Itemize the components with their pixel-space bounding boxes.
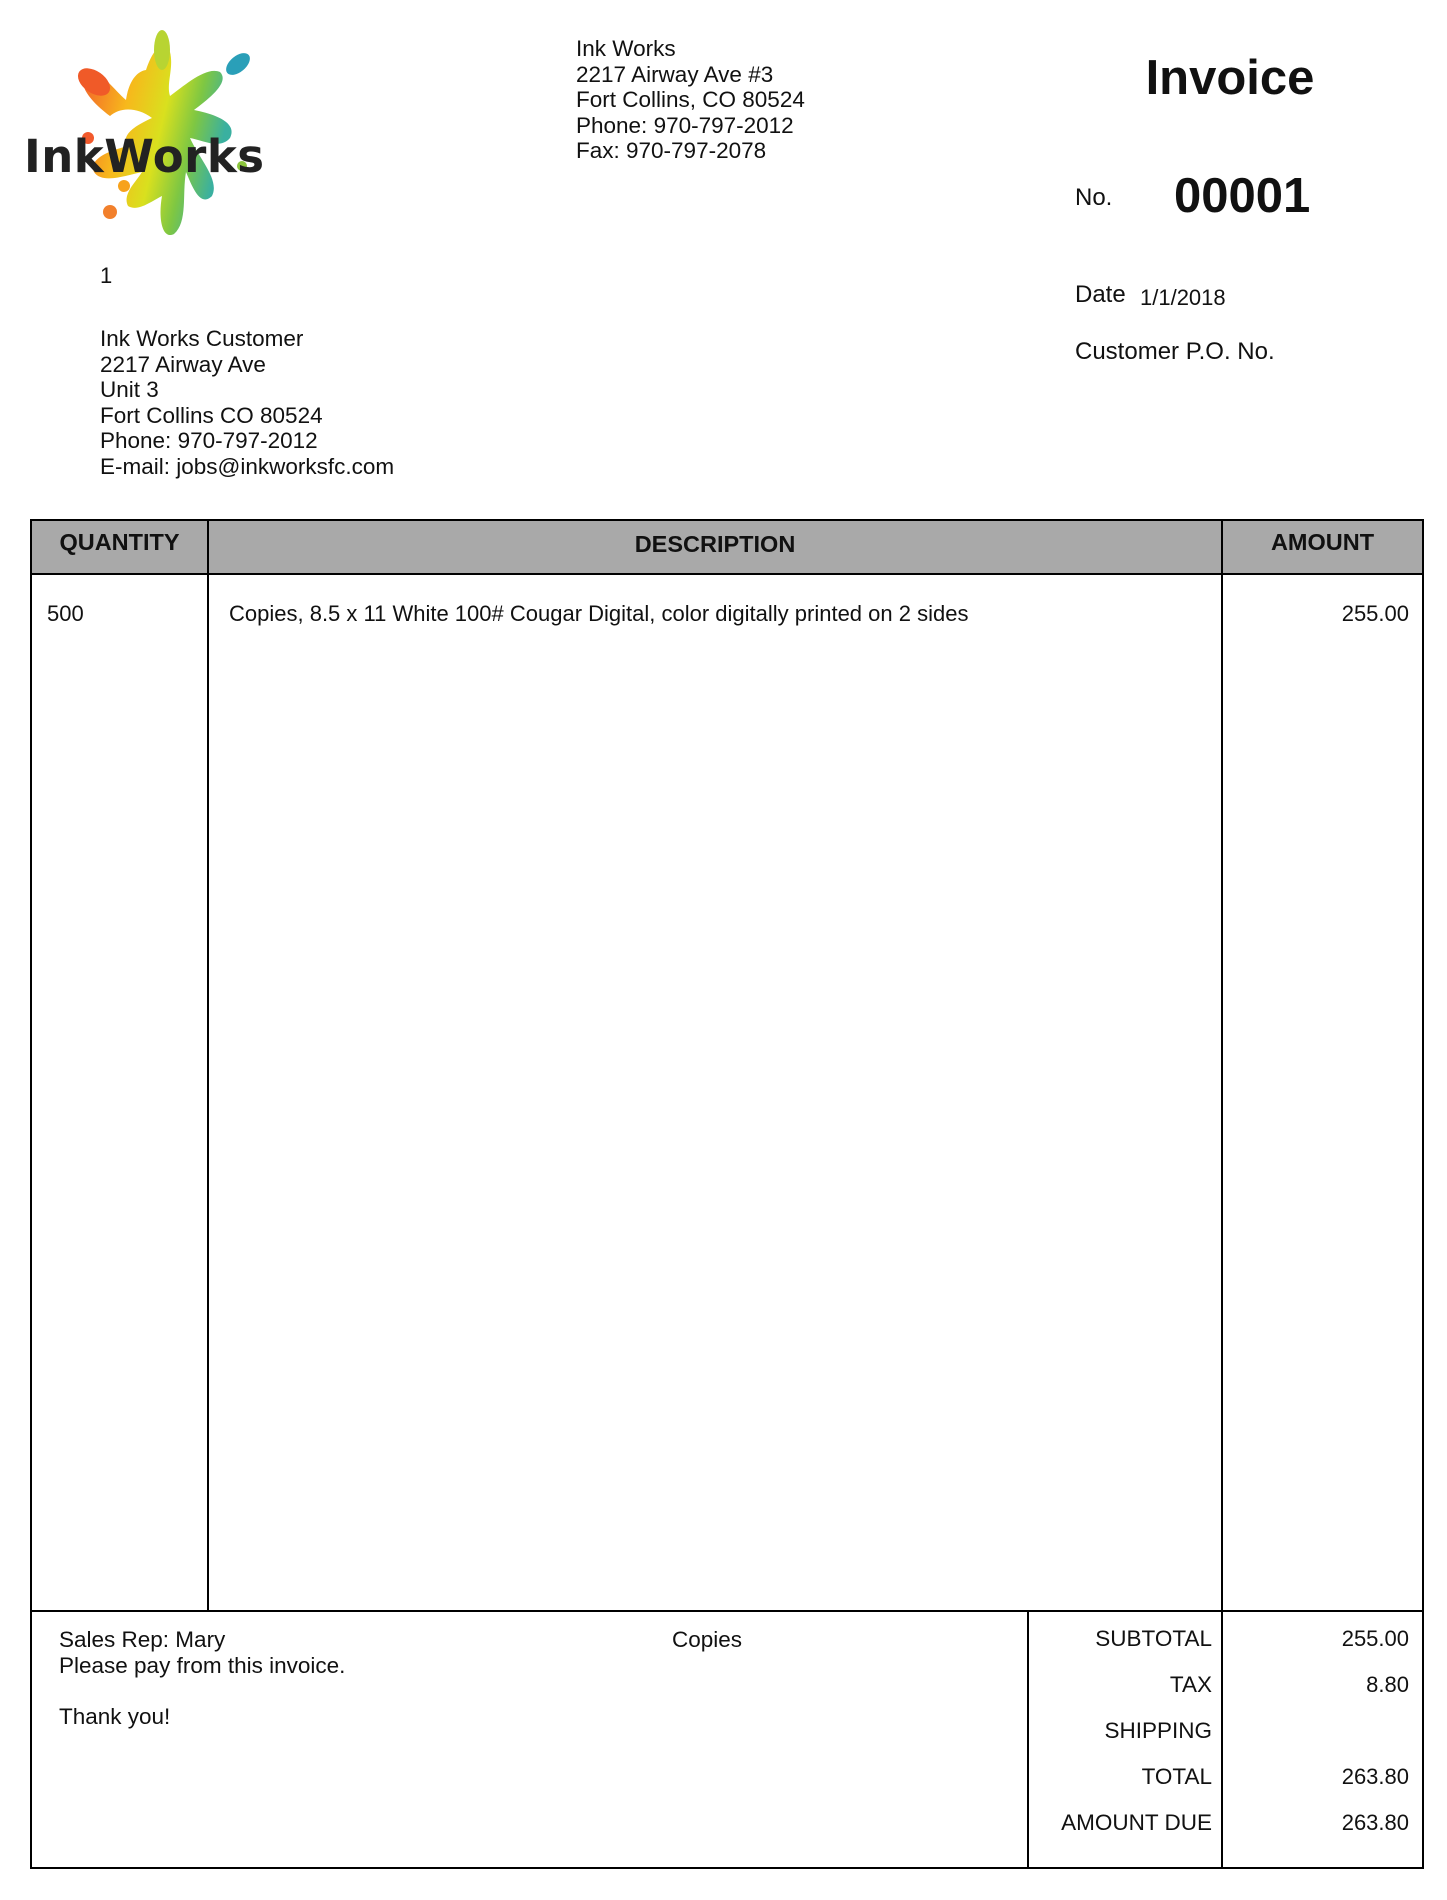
company-city: Fort Collins, CO 80524 xyxy=(576,87,805,112)
logo-wordmark: InkWorks xyxy=(24,130,265,183)
column-header-quantity: QUANTITY xyxy=(59,529,180,555)
invoice-number: 00001 xyxy=(1174,169,1311,223)
row-amount: 255.00 xyxy=(1341,601,1409,626)
customer-email: E-mail: jobs@inkworksfc.com xyxy=(100,453,395,479)
customer-name: Ink Works Customer xyxy=(100,326,304,351)
company-name: Ink Works xyxy=(576,36,676,61)
footer-divider xyxy=(1027,1610,1029,1869)
amount-due-label: AMOUNT DUE xyxy=(1061,1810,1212,1835)
sales-rep: Sales Rep: Mary xyxy=(59,1627,226,1652)
column-divider xyxy=(207,519,209,1612)
column-header-amount: AMOUNT xyxy=(1270,529,1375,555)
customer-account-number: 1 xyxy=(100,263,113,288)
shipping-label: SHIPPING xyxy=(1104,1718,1212,1743)
tax-label: TAX xyxy=(1169,1672,1212,1697)
column-header-description: DESCRIPTION xyxy=(634,531,796,557)
row-description: Copies, 8.5 x 11 White 100# Cougar Digital, color digitally printed on 2 sides xyxy=(229,601,969,626)
date-label: Date xyxy=(1075,281,1126,308)
company-address: 2217 Airway Ave #3 xyxy=(576,61,774,87)
row-quantity: 500 xyxy=(47,601,84,626)
company-fax: Fax: 970-797-2078 xyxy=(576,138,767,163)
payment-note: Please pay from this invoice. xyxy=(59,1652,346,1678)
company-logo xyxy=(24,26,286,248)
customer-phone: Phone: 970-797-2012 xyxy=(100,428,318,453)
table-footer-divider xyxy=(30,1610,1424,1612)
customer-address1: 2217 Airway Ave xyxy=(100,351,266,377)
column-divider xyxy=(1221,519,1223,1869)
company-phone: Phone: 970-797-2012 xyxy=(576,112,794,138)
customer-address2: Unit 3 xyxy=(100,377,159,402)
invoice-number-label: No. xyxy=(1075,184,1113,211)
bill-to-block xyxy=(100,326,394,479)
invoice-notes xyxy=(59,1627,345,1729)
invoice-title: Invoice xyxy=(1145,51,1315,105)
customer-po-label: Customer P.O. No. xyxy=(1075,338,1275,365)
thank-you-note: Thank you! xyxy=(59,1703,171,1729)
total-label: TOTAL xyxy=(1141,1764,1212,1789)
amount-due-value: 263.80 xyxy=(1341,1810,1409,1835)
subtotal-label: SUBTOTAL xyxy=(1095,1626,1212,1651)
invoice-date: 1/1/2018 xyxy=(1140,285,1226,310)
customer-city: Fort Collins CO 80524 xyxy=(100,402,323,428)
subtotal-value: 255.00 xyxy=(1341,1626,1409,1651)
total-value: 263.80 xyxy=(1341,1764,1409,1789)
tax-value: 8.80 xyxy=(1366,1672,1409,1697)
company-address-block xyxy=(576,36,805,164)
job-category: Copies xyxy=(672,1627,743,1652)
